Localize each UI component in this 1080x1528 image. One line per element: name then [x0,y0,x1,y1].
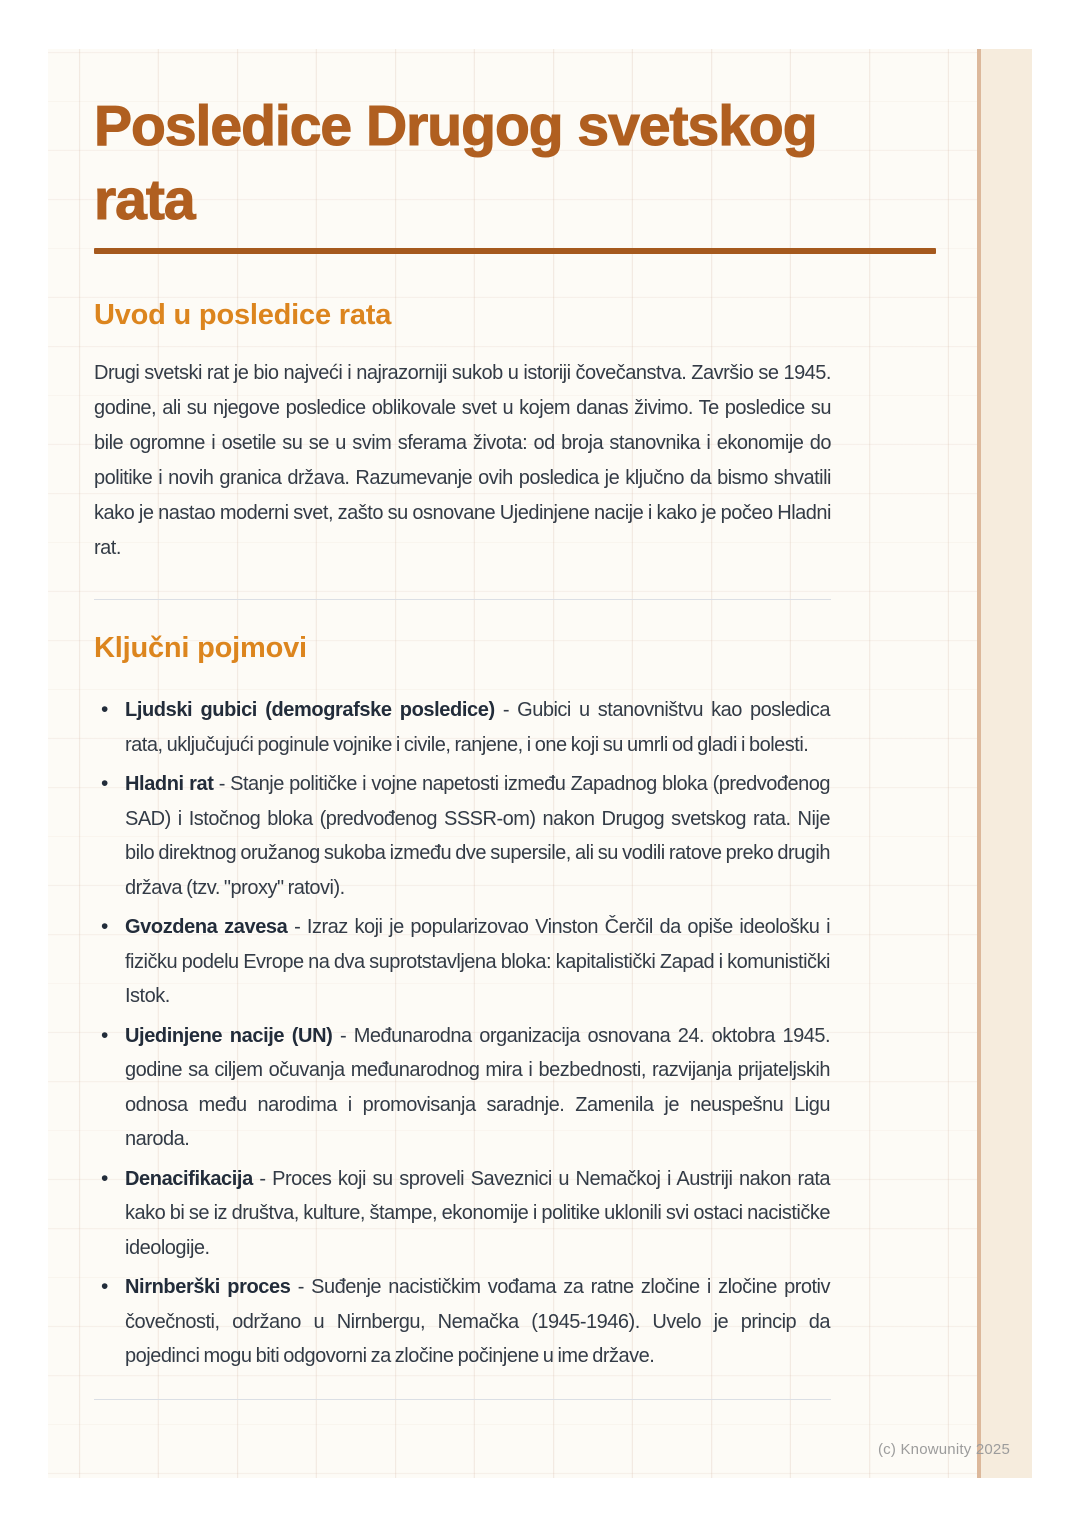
key-term-item [94,693,830,762]
notes-content [48,89,978,1400]
key-term-label: Ljudski gubici (demografske posledice) [125,699,495,721]
bullet-icon: • [101,698,108,721]
key-term-description: - Gubici u stanovništvu kao posledica rata, uključujući poginule vojnike i civile, ranjene, i one koji su umrli od gladi i bolesti. [125,699,831,756]
key-term-label: Nirnberški proces [125,1276,291,1298]
key-term-item [94,767,830,905]
bullet-icon: • [101,1275,108,1298]
key-term-item [94,910,830,1014]
key-term-description: - Proces koji su sproveli Saveznici u Nemačkoj i Austriji nakon rata kako bi se iz društva, kulture, štampe, ekonomije i politike uklonili svi ostaci nacističke ideologije. [125,1167,830,1259]
key-term-label: Denacifikacija [125,1167,253,1190]
section-divider [94,599,831,600]
key-term-item [94,1162,830,1266]
footer-divider [94,1399,831,1400]
key-term-item [94,1019,830,1157]
bullet-icon: • [101,1166,108,1190]
key-term-description: - Stanje političke i vojne napetosti između Zapadnog bloka (predvođenog SAD) i Istočnog bloka (predvođenog SSSR-om) nakon Drugog svetskog rata. Nije bilo direktnog oružanog sukoba između dve supersile, ali su vodili ratove preko drugih država (tzv. "proxy" ratovi). [125,773,830,899]
notes-sheet [48,49,1032,1478]
copyright-note: (c) Knowunity 2025 [877,1441,1010,1458]
bullet-icon: • [101,1023,108,1047]
key-term-item [94,1270,830,1374]
key-term-label: Hladni rat [125,773,214,795]
section-heading-intro: Uvod u posledice rata [94,299,392,331]
key-term-description: - Izraz koji je popularizovao Vinston Čerčil da opiše ideološku i fizičku podelu Evrope na dva suprotstavljena bloka: kapitalistički Zapad i komunistički Istok. [125,916,831,1007]
notebook-margin-strip [981,49,1032,1478]
key-terms-list [94,693,830,1374]
key-term-description: - Međunarodna organizacija osnovana 24. oktobra 1945. godine sa ciljem očuvanja međunarodnog mira i bezbednosti, razvijanja prijateljskih odnosa među narodima i promovisanja saradnje. Zamenila je neuspešnu Ligu naroda. [125,1024,830,1150]
page-title: Posledice Drugog svetskog rata [94,94,817,232]
key-term-description: - Suđenje nacističkim vođama za ratne zločine i zločine protiv čovečnosti, održano u Nirnbergu, Nemačka (1945-1946). Uvelo je princip da pojedinci mogu biti odgovorni za zločine počinjene u ime države. [125,1276,830,1367]
title-divider [94,248,936,254]
bullet-icon: • [101,915,108,938]
key-term-label: Gvozdena zavesa [125,916,288,938]
key-term-label: Ujedinjene nacije (UN) [125,1024,333,1047]
intro-paragraph: Drugi svetski rat je bio najveći i najrazorniji sukob u istoriji čovečanstva. Završio se 1945. godine, ali su njegove posledice oblikovale svet u kojem danas živimo. Te posledice su bile ogromne i osetile su se u svim sferama života: od broja stanovnika i ekonomije do politike i novih granica država. Razumevanje ovih posledica je ključno da bismo shvatili kako je nastao moderni svet, zašto su osnovane Ujedinjene nacije i kako je počeo Hladni rat. [94,362,831,559]
bullet-icon: • [101,772,108,795]
section-heading-key-terms: Ključni pojmovi [94,632,307,664]
